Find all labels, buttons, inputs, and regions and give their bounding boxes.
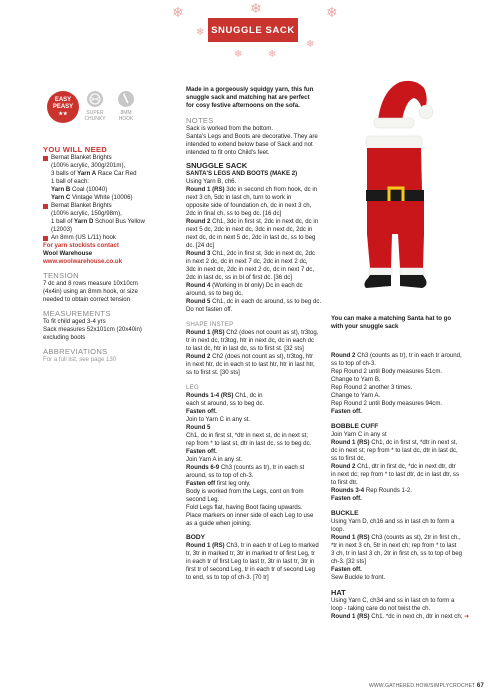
yarn-d-label: Yarn D <box>74 218 94 225</box>
notes-line: intended to fit onto Child's feet. <box>186 149 270 156</box>
hook-line2: HOOK <box>118 116 134 122</box>
difficulty-badge <box>47 91 79 123</box>
instruction-line: Using Yarn C, ch34 and ss in last ch to form a <box>331 597 455 604</box>
difficulty-line2: PEASY <box>52 103 74 110</box>
instruction-line: second Leg. <box>186 496 220 503</box>
instruction-line: Using Yarn B, ch6. <box>186 178 237 185</box>
instruction-line: Change to Yarn A. <box>331 392 381 399</box>
instruction-line: Ch2 (does not count as st), tr3tog, htr <box>210 353 314 360</box>
instruction-line: Ch1, dc in first st, *dtr in next st, dc in next st; <box>186 432 308 439</box>
instruction-line: Using Yarn D, ch16 and ss in last ch to form a <box>331 518 455 525</box>
continue-arrow-icon: ➜ <box>464 613 470 620</box>
instruction-line: (Working in bl only) Dc in each dc <box>210 282 303 289</box>
instruction-line: 2dc in last dc, ss in bl of first dc. [36 dc] <box>186 274 293 281</box>
stockist-link[interactable]: www.woolwarehouse.co.uk <box>43 258 123 265</box>
tension-line: 7 dc and 8 rows measure 10x10cm <box>43 280 138 287</box>
instruction-line: Do not fasten off. <box>186 306 233 313</box>
instruction-line: next 3 ch, 5dc in last ch, turn to work in <box>186 194 292 201</box>
instruction-line: ss to first dc. <box>331 455 366 462</box>
snuggle-sack-photo <box>330 72 480 310</box>
intro-line: snuggle sack and matching hat are perfect <box>186 94 310 101</box>
intro-line: for cosy festive afternoons on the sofa. <box>186 102 300 109</box>
round-label: Round 2 <box>331 463 356 470</box>
instruction-line: Join Yarn C in any st <box>331 431 387 438</box>
instruction-line: first tr of second Leg, tr in each tr of second Leg <box>186 566 316 573</box>
instruction-line: opposite side of foundation ch, dc in next 3 ch, <box>186 202 312 209</box>
abbreviations-note: For a full list, see page 130 <box>43 356 117 363</box>
instruction-line: to first dtr. <box>331 479 358 486</box>
tension-line: needed to obtain correct tension <box>43 296 131 303</box>
yarn2-line: (100% acrylic, 150g/98m), <box>51 210 122 217</box>
instruction-line: Rep Round 2 until Body measures 94cm. <box>331 400 443 407</box>
instruction-line: ss to top of ch-3. <box>331 360 377 367</box>
list-item <box>43 154 178 202</box>
instruction-line: 3dc in second ch from hook, dc in <box>224 186 318 193</box>
instruction-line: Join to Yarn C in any st. <box>186 416 251 423</box>
notes-line: intended to extend below base of Sack and not <box>186 141 313 148</box>
instruction-line: ss to first st. [30 sts] <box>186 369 240 376</box>
hook-line1: 8MM <box>120 110 132 116</box>
you-will-need-heading: YOU WILL NEED <box>43 145 108 154</box>
intro-line: Made in a gorgeously squidgy yarn, this fun <box>186 86 314 93</box>
notes-line: Sack is worked from the bottom. <box>186 125 274 132</box>
fasten-off: Fasten off. <box>331 566 362 573</box>
difficulty-line1: EASY <box>54 96 72 103</box>
photo-caption <box>331 315 481 331</box>
instruction-line: in next dc; rep from * to last dtr, dc in last dtr, ss <box>331 471 460 478</box>
shape-instep-heading: SHAPE INSTEP <box>186 321 234 328</box>
instruction-line: rep from * to last st, dtr in last dc, ss to beg dc. <box>186 440 312 447</box>
body-heading: BODY <box>186 534 206 541</box>
instruction-line: 3 ch, tr in last 3 ch, 2tr in first ch, ss to top of beg <box>331 550 463 557</box>
instruction-line: to last dc, htr in last dc, ss to first st. [32 sts] <box>186 345 304 352</box>
yarn1-line: Vintage White (10006) <box>70 194 133 201</box>
instruction-line: Ch3 (counts as tr), tr in each tr around, <box>355 352 462 359</box>
snowflake-icon: ❄ <box>306 39 315 50</box>
caption-line: You can make a matching Santa hat to go <box>331 315 452 322</box>
yarn2-line: Bernat Blanket Brights <box>51 202 112 209</box>
page-footer <box>330 683 484 689</box>
snowflake-icon: ❄ <box>172 5 184 21</box>
instruction-line: dc. [24 dc] <box>186 242 215 249</box>
instruction-line: tr, 3tr in marked tr, 3tr in marked tr of first Leg, tr <box>186 550 316 557</box>
hook-text: An 8mm (US L/11) hook <box>51 234 116 241</box>
round-label: Round 2 <box>186 218 211 225</box>
round-label: Round 1 (RS) <box>331 613 370 620</box>
tension-heading: TENSION <box>43 271 79 280</box>
instruction-line: tr in next dc, tr3tog, htr in next dc, dc in each dc <box>186 337 315 344</box>
instruction-line: Rep Round 2 another 3 times. <box>331 384 413 391</box>
instruction-line: Ch2 (does not count as st), tr3tog, <box>224 329 319 336</box>
round-label: Rounds 1-4 (RS) <box>186 392 234 399</box>
round-label: Round 4 <box>186 282 211 289</box>
snowflake-icon: ❄ <box>196 27 205 38</box>
instruction-line: as a guide when joining. <box>186 520 252 527</box>
instruction-line: Rep Round 2 until Body measures 51cm. <box>331 368 443 375</box>
yarn-a-label: Yarn A <box>77 170 97 177</box>
measurements-line: To fit child aged 3-4 yrs <box>43 318 106 325</box>
instruction-line: Change to Yarn B. <box>331 376 381 383</box>
instruction-line: next 5 dc, 2dc in next dc, 3dc in next dc, 2dc in <box>186 226 313 233</box>
weight-line1: SUPER <box>86 110 104 116</box>
instruction-line: 3dc in next dc, 2dc in next 2 dc, dc in next 7 dc, <box>186 266 315 273</box>
instruction-line: next dc, dc in next 5 dc, 2dc in last dc, ss to beg <box>186 234 316 241</box>
hat-heading: HAT <box>331 588 346 597</box>
instruction-line: Ch1, dtr in first dc, *dc in next dtr, dtr <box>355 463 456 470</box>
list-item <box>43 234 178 242</box>
instruction-line: Ch3 (counts as st), 2tr in first ch., <box>369 534 461 541</box>
instruction-line: Ch1, dc in each dc around, ss to beg dc. <box>210 298 322 305</box>
yarn2-line: (12003) <box>51 226 73 233</box>
round-label: Round 5 <box>186 424 211 431</box>
instruction-line: Ch1, dc in <box>233 392 263 399</box>
measurements-line: excluding boots <box>43 334 86 341</box>
instruction-line: to end, ss to top of ch-3. [70 tr] <box>186 574 269 581</box>
instruction-line: Ch1, dc in first st, *dtr in next st, <box>369 439 458 446</box>
buckle-heading: BUCKLE <box>331 510 359 517</box>
yarn2-line: 1 ball of <box>51 218 75 225</box>
instruction-line: Rep Rounds 1-2. <box>364 487 412 494</box>
instruction-line: in each tr of first Leg to last tr, 3tr in last tr, 3tr in <box>186 558 315 565</box>
bobble-cuff-heading: BOBBLE CUFF <box>331 423 379 430</box>
instruction-line: Place markers on inner side of each Leg to use <box>186 512 314 519</box>
instruction-line: first leg only. <box>215 480 251 487</box>
snowflake-icon: ❄ <box>234 49 243 60</box>
round-label: Round 1 (RS) <box>186 329 225 336</box>
instruction-line: Sew Buckle to front. <box>331 574 386 581</box>
list-item <box>43 202 178 234</box>
leg-heading: LEG <box>186 384 199 391</box>
page-title: SNUGGLE SACK <box>208 18 298 42</box>
round-label: Round 1 (RS) <box>186 186 225 193</box>
yarn1-line: Race Car Red <box>96 170 137 177</box>
yarn-c-label: Yarn C <box>51 194 71 201</box>
fasten-off: Fasten off <box>186 480 216 487</box>
instruction-line: dc in next st; rep from * to last dc, dtr in last dc, <box>331 447 458 454</box>
instruction-line: ch-3. [32 sts] <box>331 558 366 565</box>
yarn1-line: Coal (10040) <box>70 186 108 193</box>
instruction-line: Ch3, tr in each tr of Leg to marked <box>224 542 319 549</box>
instruction-line: Ch1. *dc in next ch, dtr in next ch; <box>369 613 463 620</box>
footer-url: WWW.GATHERED.HOW/SIMPLYCROCHET <box>369 683 476 689</box>
instruction-line: Ch1, 3dc in first st, 2dc in next dc, dc in <box>210 218 319 225</box>
yarn-b-label: Yarn B <box>51 186 71 193</box>
yarn1-line: (100% acrylic, 300g/201m), <box>51 162 126 169</box>
round-label: Round 3 <box>186 250 211 257</box>
left-column <box>43 146 178 364</box>
fasten-off: Fasten off. <box>331 408 362 415</box>
fasten-off: Fasten off. <box>331 495 362 502</box>
caption-line: with your snuggle sack <box>331 323 399 330</box>
instruction-line: each st around, ss to beg dc. <box>186 400 265 407</box>
yarn2-line: School Bus Yellow <box>93 218 145 225</box>
right-column <box>331 352 481 621</box>
abbreviations-heading: ABBREVIATIONS <box>43 347 108 356</box>
round-label: Round 2 <box>186 353 211 360</box>
instruction-line: Ch1, 2dc in first st, 3dc in next dc, 2dc <box>210 250 316 257</box>
stockist-line: Wool Warehouse <box>43 250 93 257</box>
measurements-heading: MEASUREMENTS <box>43 309 111 318</box>
instruction-line: loop. <box>331 526 345 533</box>
round-label: Round 1 (RS) <box>331 534 370 541</box>
snuggle-sack-heading: SNUGGLE SACK <box>186 161 248 170</box>
instruction-line: 2dc in final ch, ss to beg dc. [16 dc] <box>186 210 282 217</box>
legs-boots-heading: SANTA'S LEGS AND BOOTS (MAKE 2) <box>186 170 298 177</box>
round-label: Round 1 (RS) <box>331 439 370 446</box>
star-icon: ★★ <box>58 110 68 117</box>
instruction-line: around, ss to beg dc. <box>186 290 243 297</box>
page-number: 67 <box>476 683 484 689</box>
instruction-line: Join Yarn A in any st. <box>186 456 243 463</box>
yarn-ball-icon <box>87 91 103 107</box>
snowflake-icon: ❄ <box>268 49 277 60</box>
fasten-off: Fasten off. <box>186 408 217 415</box>
fasten-off: Fasten off. <box>186 448 217 455</box>
tension-line: (4x4in) using an 8mm hook, or size <box>43 288 138 295</box>
instruction-line: *tr in next 3 ch, 5tr in next ch; rep from * to last <box>331 542 457 549</box>
instruction-line: in next 2 dc, dc in next 7 dc, 2dc in next 2 dc, <box>186 258 308 265</box>
instruction-line: in next htr, dc in each st to last htr, htr in last htr, <box>186 361 315 368</box>
yarn1-line: 1 ball of each: <box>51 178 89 185</box>
measurements-line: Sack measures 52x101cm (20x40in) <box>43 326 142 333</box>
round-label: Rounds 6-9 <box>186 464 220 471</box>
instruction-line: around, ss to top of ch-3. <box>186 472 254 479</box>
round-label: Rounds 3-4 <box>331 487 365 494</box>
yarn1-line: 3 balls of <box>51 170 78 177</box>
instruction-line: loop - taking care do not twist the ch. <box>331 605 431 612</box>
yarn1-line: Bernat Blanket Brights <box>51 154 112 161</box>
snowflake-icon: ❄ <box>326 5 338 21</box>
round-label: Round 2 <box>331 352 356 359</box>
instruction-line: Body is worked from the Legs, cont on from <box>186 488 304 495</box>
round-label: Round 5 <box>186 298 211 305</box>
instruction-line: Ch3 (counts as tr), tr in each st <box>219 464 305 471</box>
round-label: Round 1 (RS) <box>186 542 225 549</box>
stockist-line: For yarn stockists contact <box>43 242 119 249</box>
instruction-line: Fold Legs flat, having Boot facing upwards. <box>186 504 303 511</box>
notes-heading: NOTES <box>186 116 214 125</box>
middle-column <box>186 86 328 582</box>
snowflake-icon: ❄ <box>250 1 262 17</box>
notes-line: Santa's Legs and Boots are decorative. They are <box>186 133 318 140</box>
weight-line2: CHUNKY <box>84 116 106 122</box>
hook-icon <box>118 91 134 107</box>
